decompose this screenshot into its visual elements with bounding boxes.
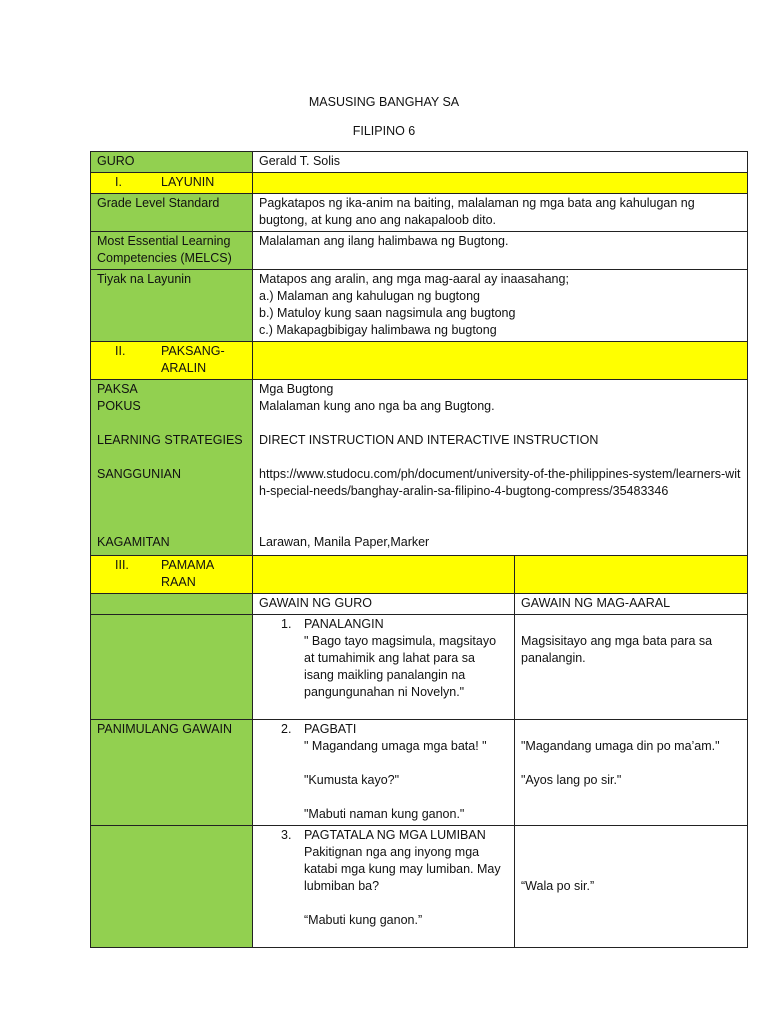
section-fill	[253, 556, 515, 594]
section-header-pamamaraan	[91, 556, 253, 594]
row-column-headers	[91, 594, 748, 615]
strategies-value: DIRECT INSTRUCTION AND INTERACTIVE INSTRUCTION	[259, 433, 599, 447]
step-number: 3.	[281, 828, 292, 842]
section-label: PAKSANG-ARALIN	[161, 344, 225, 375]
row-step-pagtatala	[91, 826, 748, 948]
sanggunian-label: SANGGUNIAN	[97, 467, 182, 481]
section-fill	[253, 173, 748, 194]
tiyak-line: b.) Matuloy kung saan nagsimula ang bugtong	[259, 306, 516, 320]
tiyak-line: Matapos ang aralin, ang mga mag-aaral ay inaasahang;	[259, 272, 569, 286]
step-guro-text: Pakitignan nga ang inyong mga katabi mga kung may lumiban. May lubmiban ba?	[304, 845, 501, 893]
step-guro-text: "Mabuti naman kung ganon."	[304, 807, 465, 821]
section-paksang-aralin	[91, 342, 748, 380]
pagbati-mag-aaral	[515, 720, 748, 826]
section-fill	[515, 556, 748, 594]
gls-label: Grade Level Standard	[91, 194, 253, 232]
row-grade-level-standard	[91, 194, 748, 232]
tiyak-value	[253, 270, 748, 342]
pokus-label: POKUS	[97, 399, 141, 413]
pagtatala-guro	[253, 826, 515, 948]
gls-value: Pagkatapos ng ika-anim na baiting, malalaman ng mga bata ang kahulugan ng bugtong, at kung ano ang nakapaloob dito.	[253, 194, 748, 232]
guro-label: GURO	[91, 152, 253, 173]
row-melcs	[91, 232, 748, 270]
tiyak-line: c.) Makapagbibigay halimbawa ng bugtong	[259, 323, 497, 337]
panalangin-mag-aaral: Magsisitayo ang mga bata para sa panalangin.	[515, 615, 748, 720]
blank-cell	[91, 594, 253, 615]
step-title: PANALANGIN	[304, 617, 384, 631]
sanggunian-link[interactable]: https://www.studocu.com/ph/document/university-of-the-philippines-system/learners-with-special-needs/banghay-aralin-sa-filipino-4-bugtong-compress/35483346	[259, 467, 741, 498]
section-fill	[253, 342, 748, 380]
pagtatala-mag-aaral: “Wala po sir.”	[515, 826, 748, 948]
row-tiyak-na-layunin	[91, 270, 748, 342]
paksa-values	[253, 380, 748, 556]
col-header-guro: GAWAIN NG GURO	[253, 594, 515, 615]
step-mag-aaral-text: "Ayos lang po sir."	[521, 773, 622, 787]
section-pamamaraan	[91, 556, 748, 594]
panalangin-guro	[253, 615, 515, 720]
melcs-value: Malalaman ang ilang halimbawa ng Bugtong.	[253, 232, 748, 270]
document-title: MASUSING BANGHAY SA	[308, 95, 460, 109]
row-paksa-details	[91, 380, 748, 556]
kagamitan-value: Larawan, Manila Paper,Marker	[259, 535, 430, 549]
tiyak-label: Tiyak na Layunin	[91, 270, 253, 342]
section-header-paksang-aralin	[91, 342, 253, 380]
section-number: II.	[115, 344, 126, 358]
step-number: 1.	[281, 617, 292, 631]
step-mag-aaral-text: "Magandang umaga din po ma’am."	[521, 739, 720, 753]
paksa-label: PAKSA	[97, 382, 138, 396]
blank-cell	[91, 826, 253, 948]
step-guro-text: " Magandang umaga mga bata! "	[304, 739, 487, 753]
row-guro	[91, 152, 748, 173]
col-header-mag-aaral: GAWAIN NG MAG-AARAL	[515, 594, 748, 615]
section-label: PAMAMARAAN	[161, 558, 215, 589]
section-label: LAYUNIN	[161, 175, 215, 189]
melcs-label: Most Essential Learning Competencies (MELCS)	[91, 232, 253, 270]
lesson-plan-table	[90, 151, 748, 948]
step-guro-text: " Bago tayo magsimula, magsitayo at tumahimik ang lahat para sa isang maikling panalangin na pangungunahan ni Novelyn."	[304, 634, 497, 699]
step-guro-text: “Mabuti kung ganon.”	[304, 913, 423, 927]
section-layunin	[91, 173, 748, 194]
section-number: III.	[115, 558, 129, 572]
document-subtitle: FILIPINO 6	[352, 124, 416, 138]
row-step-pagbati	[91, 720, 748, 826]
step-title: PAGBATI	[304, 722, 357, 736]
paksa-labels	[91, 380, 253, 556]
guro-value: Gerald T. Solis	[253, 152, 748, 173]
panimulang-gawain-label: PANIMULANG GAWAIN	[91, 720, 253, 826]
step-guro-text: "Kumusta kayo?"	[304, 773, 400, 787]
step-title: PAGTATALA NG MGA LUMIBAN	[304, 828, 486, 842]
pagbati-guro	[253, 720, 515, 826]
blank-cell	[91, 615, 253, 720]
pokus-value: Malalaman kung ano nga ba ang Bugtong.	[259, 399, 495, 413]
step-number: 2.	[281, 722, 292, 736]
section-number: I.	[115, 175, 122, 189]
row-step-panalangin	[91, 615, 748, 720]
strategies-label: LEARNING STRATEGIES	[97, 433, 243, 447]
section-header-layunin	[91, 173, 253, 194]
kagamitan-label: KAGAMITAN	[97, 535, 170, 549]
paksa-value: Mga Bugtong	[259, 382, 334, 396]
tiyak-line: a.) Malaman ang kahulugan ng bugtong	[259, 289, 480, 303]
